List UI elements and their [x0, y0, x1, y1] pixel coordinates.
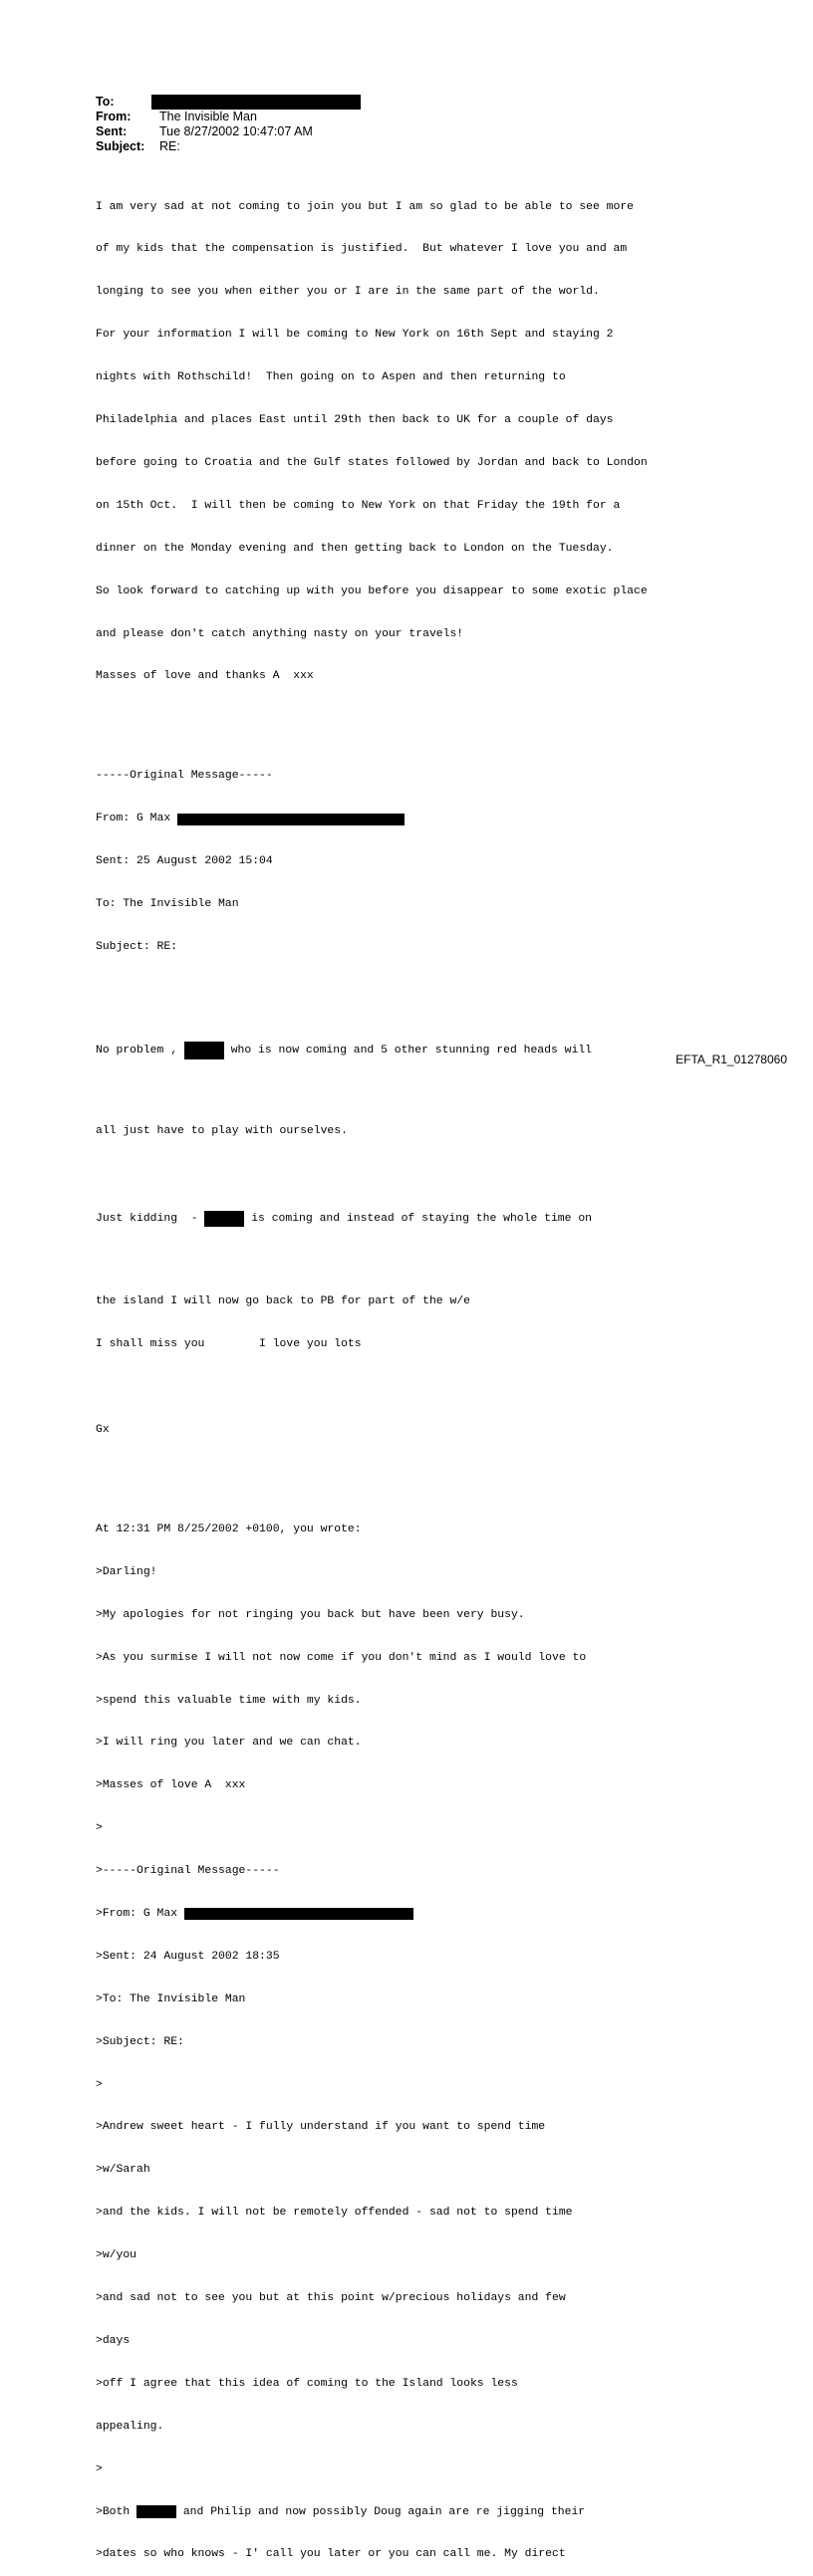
quoted-line: >-----Original Message----- [96, 1865, 280, 1878]
redaction-block [177, 814, 405, 825]
quoted-line: >and the kids. I will not be remotely offended - sad not to spend time [96, 2207, 573, 2220]
quoted-line: >To: The Invisible Man [96, 1992, 246, 2005]
quoted-line: >As you surmise I will not now come if you don't mind as I would love to [96, 1651, 587, 1664]
body-line: on 15th Oct. I will then be coming to New York on that Friday the 19th for a [96, 499, 621, 512]
quoted-line: appealing. [96, 2420, 164, 2433]
from-row [96, 110, 361, 124]
body-line: Masses of love and thanks A xxx [96, 670, 314, 683]
subject-label: Subject: [96, 139, 145, 153]
sent-row [96, 124, 361, 139]
body-text: >Both [96, 2505, 137, 2518]
quoted-from-line [96, 1907, 648, 1921]
quoted-line: >w/Sarah [96, 2164, 150, 2177]
redaction-block [184, 1042, 224, 1059]
body-text: and Philip and now possibly Doug again are re jigging their [176, 2505, 586, 2518]
body-line: Gx [96, 1423, 110, 1436]
body-line: I am very sad at not coming to join you but I am so glad to be able to see more [96, 200, 635, 213]
blank-line [96, 712, 648, 726]
body-line: before going to Croatia and the Gulf states followed by Jordan and back to London [96, 456, 648, 469]
quoted-line: At 12:31 PM 8/25/2002 +0100, you wrote: [96, 1523, 362, 1536]
quoted-line: >Subject: RE: [96, 2035, 184, 2048]
original-sent-line: Sent: 25 August 2002 15:04 [96, 855, 273, 868]
body-line: and please don't catch anything nasty on your travels! [96, 627, 464, 640]
body-line: For your information I will be coming to New York on 16th Sept and staying 2 [96, 329, 614, 342]
quoted-line: > [96, 1822, 103, 1835]
from-label: From: [96, 110, 132, 123]
original-to-line: To: The Invisible Man [96, 898, 239, 911]
body-line: longing to see you when either you or I are in the same part of the world. [96, 286, 600, 299]
blank-line [96, 983, 648, 997]
quoted-line: > [96, 2462, 103, 2475]
quoted-line: >I will ring you later and we can chat. [96, 1737, 362, 1750]
quoted-line: >and sad not to see you but at this point w/precious holidays and few [96, 2292, 566, 2305]
body-line: the island I will now go back to PB for part of the w/e [96, 1295, 470, 1308]
body-text: No problem , [96, 1044, 184, 1056]
redaction-block [184, 1908, 413, 1920]
blank-line [96, 1466, 648, 1480]
to-row [96, 95, 361, 110]
blank-line [96, 1167, 648, 1181]
redaction-block [136, 2505, 176, 2518]
body-text: is coming and instead of staying the whole time on [244, 1212, 592, 1225]
blank-line [96, 1257, 648, 1267]
quoted-line: >Darling! [96, 1565, 157, 1578]
body-text: Just kidding - [96, 1212, 205, 1225]
quoted-line: >Andrew sweet heart - I fully understand if you want to spend time [96, 2121, 546, 2134]
body-text: who is now coming and 5 other stunning red heads will [223, 1044, 592, 1056]
from-value: The Invisible Man [159, 110, 257, 123]
body-line: all just have to play with ourselves. [96, 1125, 348, 1138]
email-body [96, 171, 648, 2576]
blank-line [96, 1380, 648, 1394]
body-line [96, 1210, 648, 1228]
body-line [96, 1040, 648, 1061]
quoted-from-text: >From: G Max [96, 1908, 184, 1921]
email-header [96, 95, 361, 154]
quoted-line [96, 2505, 648, 2519]
quoted-line: >Masses of love A xxx [96, 1779, 246, 1792]
body-line: So look forward to catching up with you before you disappear to some exotic place [96, 585, 648, 597]
blank-line [96, 1090, 648, 1096]
original-message-separator: -----Original Message----- [96, 770, 273, 783]
quoted-line: >dates so who knows - I' call you later or you can call me. My direct [96, 2548, 566, 2561]
original-subject-line: Subject: RE: [96, 941, 178, 954]
subject-row [96, 139, 361, 154]
quoted-line: >days [96, 2334, 131, 2347]
quoted-line: >spend this valuable time with my kids. [96, 1694, 362, 1707]
redaction-block [151, 95, 361, 110]
original-from-line [96, 812, 648, 825]
original-from-text: From: G Max [96, 813, 178, 825]
body-line: dinner on the Monday evening and then getting back to London on the Tuesday. [96, 542, 614, 555]
body-line: Philadelphia and places East until 29th then back to UK for a couple of days [96, 414, 614, 427]
to-label: To: [96, 95, 115, 109]
sent-label: Sent: [96, 124, 128, 138]
quoted-line: >w/you [96, 2249, 137, 2262]
quoted-line: >My apologies for not ringing you back but have been very busy. [96, 1608, 525, 1621]
document-id: EFTA_R1_01278060 [676, 1053, 787, 1066]
body-line: of my kids that the compensation is justified. But whatever I love you and am [96, 243, 628, 256]
sent-value: Tue 8/27/2002 10:47:07 AM [159, 124, 313, 138]
quoted-line: >Sent: 24 August 2002 18:35 [96, 1950, 280, 1963]
body-line: I shall miss you I love you lots [96, 1338, 362, 1351]
redaction-block [204, 1211, 244, 1227]
subject-value: RE: [159, 139, 180, 153]
quoted-line: >off I agree that this idea of coming to the Island looks less [96, 2377, 518, 2390]
quoted-line: > [96, 2078, 103, 2091]
body-line: nights with Rothschild! Then going on to Aspen and then returning to [96, 371, 566, 384]
